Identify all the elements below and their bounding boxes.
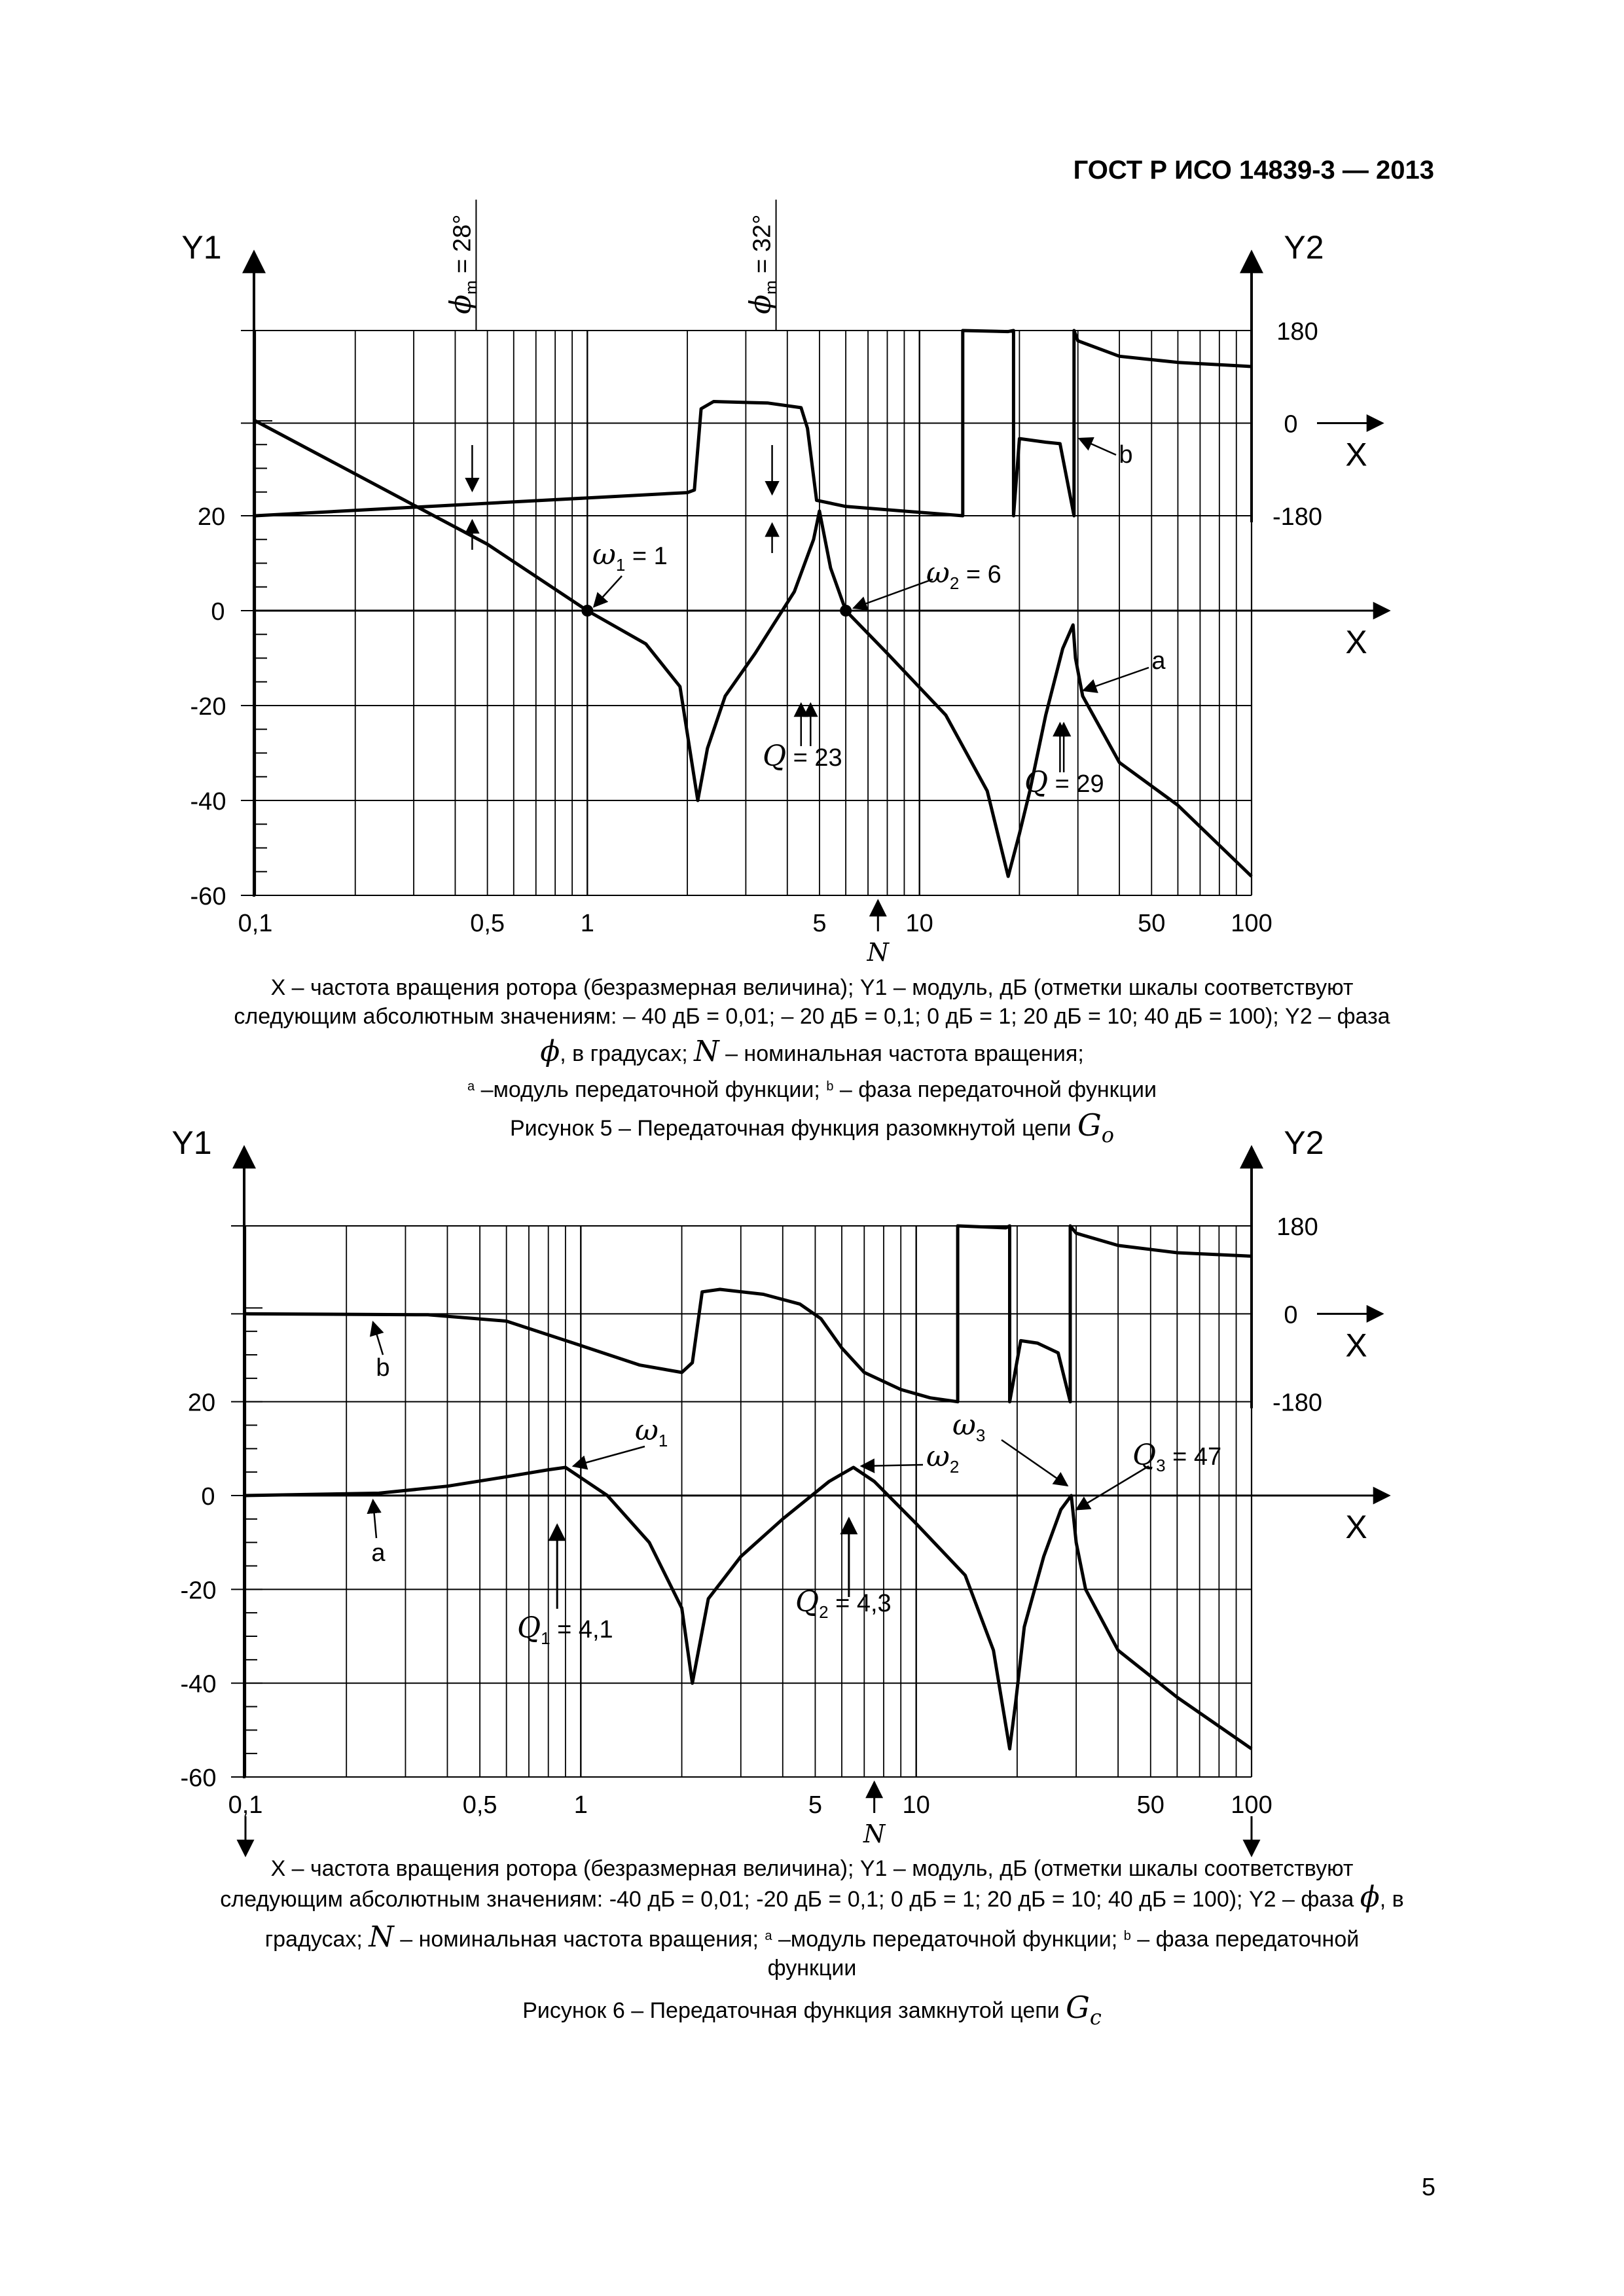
y1-tick-label: -60	[190, 883, 226, 910]
omega2-arrow	[854, 579, 933, 608]
footnote-a-arrow	[1083, 668, 1149, 691]
figure-6-caption-line: функции	[767, 1956, 857, 1981]
figure-5-caption-line: следующим абсолютным значениям: – 40 дБ = 0,01; – 20 дБ = 0,1; 0 дБ = 1; 20 дБ = 10; 40 дБ = 100); Y2 – фаза	[234, 1004, 1390, 1029]
omega3-arrow	[1001, 1440, 1068, 1486]
phi-symbol: ϕ	[540, 1035, 560, 1068]
n-symbol: N	[369, 1920, 394, 1954]
y2-tick-label: 0	[1284, 410, 1298, 439]
figure-6-caption	[105, 1854, 1519, 2032]
figure-5-title-text: Рисунок 5 – Передаточная функция разомкнутой цепи	[510, 1116, 1072, 1141]
magnitude-curve	[245, 1467, 1252, 1749]
caption-text: – фаза передаточной	[1137, 1927, 1360, 1952]
figure-6-chart	[171, 1124, 1389, 1856]
figure-5-caption-line	[105, 1072, 1519, 1104]
y2-tick-label: -180	[1272, 503, 1323, 531]
x-axis-label: X	[1345, 1509, 1367, 1545]
x-axis-label: X	[1345, 436, 1367, 473]
page-number: 5	[1421, 2174, 1435, 2201]
q2-label: $Q_2 = 4,3$	[795, 1585, 892, 1622]
y2-tick-label: 180	[1276, 318, 1318, 346]
footnote-mark-a: a	[467, 1079, 475, 1094]
y2-axis-label: Y2	[1284, 1124, 1324, 1161]
omega1-label: $\omega_1$	[635, 1414, 668, 1450]
figure-6-caption-line	[105, 1880, 1519, 1914]
footnote-mark-b: b	[826, 1079, 834, 1094]
g-subscript: c	[1089, 2005, 1102, 2030]
footnote-b-arrow	[1079, 439, 1116, 455]
magnitude-curve	[255, 421, 1252, 876]
y1-tick-label: 0	[201, 1483, 215, 1511]
footnote-b-label: b	[376, 1354, 390, 1382]
footnote-a-label: a	[371, 1539, 386, 1567]
figure-6-title-text: Рисунок 6 – Передаточная функция замкнутой цепи	[522, 1998, 1060, 2023]
x-axis-label: X	[1345, 1327, 1367, 1364]
omega2-label: $\omega_2$	[926, 1440, 960, 1477]
y1-tick-label: -40	[190, 788, 226, 816]
x-tick-label: 1	[573, 1791, 588, 1819]
footnote-b-arrow	[373, 1322, 383, 1355]
omega1-label: $\omega_1 = 1$	[592, 538, 668, 575]
x-tick-label: 0,1	[238, 910, 273, 937]
footnote-a-arrow	[373, 1500, 376, 1538]
phase-margin-label: $\phi_m = 28^\circ$	[444, 214, 481, 314]
q1-label: $Q_1 = 4,1$	[517, 1611, 613, 1648]
caption-text: –модуль передаточной функции;	[778, 1927, 1118, 1952]
phase-margin-label: $\phi_m = 32^\circ$	[744, 214, 781, 314]
g-letter: G	[1077, 1107, 1102, 1143]
y2-tick-label: 180	[1276, 1213, 1318, 1241]
crossover-point-2	[840, 605, 852, 617]
x-tick-label: 100	[1231, 910, 1272, 937]
x-tick-label: 0,5	[462, 1791, 497, 1819]
x-tick-label: 5	[812, 910, 827, 937]
omega1-arrow	[594, 576, 622, 607]
caption-text: следующим абсолютным значениям: -40 дБ = 0,01; -20 дБ = 0,1; 0 дБ = 1; 20 дБ = 10; 40 дБ = 100); Y2 – фаза	[220, 1887, 1354, 1912]
caption-text: – номинальная частота вращения;	[400, 1927, 759, 1952]
y1-tick-label: 20	[197, 503, 226, 531]
footnote-a-label: a	[1151, 647, 1166, 675]
y1-tick-label: 20	[187, 1389, 216, 1417]
g-subscript: o	[1101, 1122, 1114, 1148]
caption-text: – фаза передаточной функции	[839, 1077, 1157, 1102]
omega2-arrow	[861, 1465, 923, 1466]
footnote-b-label: b	[1119, 441, 1133, 469]
figure-6-caption-line	[105, 1922, 1519, 1954]
q3-arrow	[1076, 1466, 1149, 1510]
figure-5-caption-line: X – частота вращения ротора (безразмерная величина); Y1 – модуль, дБ (отметки шкалы соответствуют	[270, 975, 1354, 1000]
g-letter: G	[1066, 1990, 1090, 2025]
caption-text: , в	[1379, 1887, 1404, 1912]
y1-tick-label: -20	[190, 693, 226, 721]
y1-axis-label: Y1	[171, 1124, 212, 1161]
x-tick-label: 10	[902, 1791, 930, 1819]
x-tick-label: 0,1	[228, 1791, 263, 1819]
y2-axis-label: Y2	[1284, 229, 1324, 266]
caption-text: градусах;	[264, 1927, 363, 1952]
n-symbol: N	[694, 1035, 719, 1068]
nominal-speed-label: N	[867, 938, 889, 967]
y1-tick-label: 0	[211, 598, 225, 626]
y1-axis-label: Y1	[181, 229, 222, 266]
nominal-speed-label: N	[863, 1820, 886, 1848]
footnote-mark-a: a	[765, 1929, 772, 1943]
x-tick-label: 10	[905, 910, 933, 937]
g-symbol	[1066, 1990, 1102, 2030]
x-tick-label: 100	[1231, 1791, 1272, 1819]
crossover-point-1	[581, 605, 593, 617]
caption-text: – номинальная частота вращения;	[725, 1041, 1084, 1066]
figure-5-caption-line	[105, 1037, 1519, 1068]
q-label-23: Q = 23	[763, 740, 842, 773]
omega2-label: $\omega_2 = 6$	[926, 556, 1001, 593]
omega3-label: $\omega_3$	[952, 1408, 986, 1445]
caption-text: –модуль передаточной функции;	[480, 1077, 820, 1102]
figure-6-title	[105, 1990, 1519, 2032]
g-symbol	[1077, 1107, 1114, 1148]
y1-tick-label: -20	[180, 1577, 217, 1605]
y1-tick-label: -40	[180, 1670, 217, 1698]
x-axis-label: X	[1345, 624, 1367, 660]
x-tick-label: 0,5	[470, 910, 505, 937]
y2-tick-label: 0	[1284, 1301, 1298, 1329]
x-tick-label: 1	[580, 910, 594, 937]
q-label-29: Q = 29	[1024, 766, 1104, 799]
figure-6-caption-line: X – частота вращения ротора (безразмерная величина); Y1 – модуль, дБ (отметки шкалы соответствуют	[270, 1856, 1354, 1881]
x-tick-label: 5	[808, 1791, 823, 1819]
y1-tick-label: -60	[180, 1765, 217, 1792]
figure-5-title	[105, 1107, 1519, 1149]
phi-symbol: ϕ	[1360, 1880, 1380, 1914]
footnote-mark-b: b	[1123, 1929, 1131, 1943]
x-tick-label: 50	[1136, 1791, 1164, 1819]
q3-label: $Q_3 = 47$	[1132, 1439, 1222, 1475]
y2-tick-label: -180	[1272, 1389, 1323, 1417]
figure-5-caption	[105, 973, 1519, 1149]
document-header: ГОСТ Р ИСО 14839-3 — 2013	[1073, 156, 1434, 185]
caption-text: , в градусах;	[560, 1041, 688, 1066]
omega1-arrow	[573, 1446, 645, 1466]
x-tick-label: 50	[1138, 910, 1166, 937]
figure-5-chart	[181, 200, 1389, 967]
